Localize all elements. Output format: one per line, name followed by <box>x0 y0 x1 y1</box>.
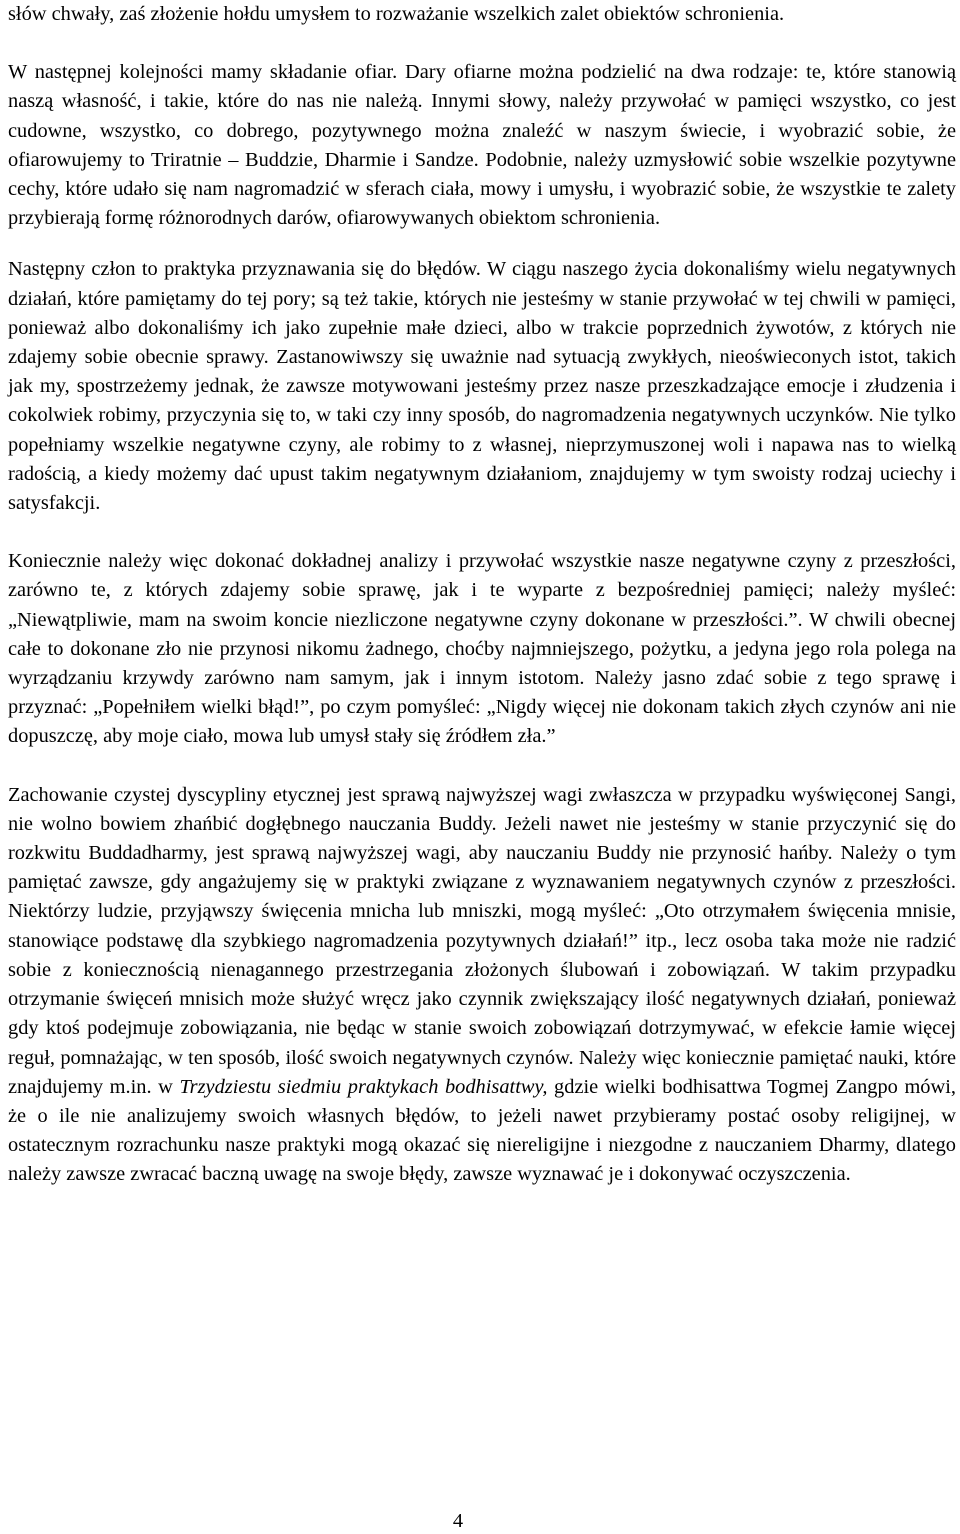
paragraph-discipline <box>8 781 956 1190</box>
paragraph-spacer <box>8 233 956 255</box>
paragraph-spacer <box>8 518 956 547</box>
discipline-text-start: Zachowanie czystej dyscypliny etycznej jest sprawą najwyższej wagi zwłaszcza w przypadku wyświęconej Sangi, nie wolno bowiem zhańbić dogłębnego nauczania Buddy. Jeżeli nawet nie jesteśmy w stanie przyczynić się do rozkwitu Buddadharmy, jest sprawą najwyższej wagi, aby nauczaniu Buddy nie przynosić hańby. Należy o tym pamiętać zawsze, gdy angażujemy się w praktyki związane z wyznawaniem negatywnych czynów z przeszłości. Niektórzy ludzie, przyjąwszy święcenia mnicha lub mniszki, mogą myśleć: „Oto otrzymałem święcenia mnisie, stanowiące podstawę dla szybkiego nagromadzenia pozytywnych działań!” itp., lecz osoba taka może nie radzić sobie z koniecznością nienagannego przestrzegania złożonych ślubowań i zobowiązań. W takim przypadku otrzymanie święceń mnisich może służyć wręcz jako czynnik zwiększający ilość negatywnych działań, ponieważ gdy ktoś podejmuje zobowiązania, nie będąc w stanie swoich zobowiązań dotrzymywać, w efekcie łamie więcej reguł, pomnażając, w ten sposób, ilość swoich negatywnych czynów. Należy więc koniecznie pamiętać nauki, które znajdujemy m.in. w <box>8 783 956 1098</box>
document-page <box>8 0 956 1190</box>
paragraph-confession: Następny człon to praktyka przyznawania się do błędów. W ciągu naszego życia dokonaliśmy wielu negatywnych działań, które pamiętamy do tej pory; są też takie, których nie jesteśmy w stanie przywołać w tej chwili w pamięci, ponieważ albo dokonaliśmy ich jako zupełnie małe dzieci, albo w trakcie poprzednich żywotów, z których nie zdajemy sobie obecnie sprawy. Zastanowiwszy się uważnie nad sytuacją zwykłych, nieoświeconych istot, takich jak my, spostrzeżemy jednak, że zawsze motywowani jesteśmy przez nasze przeszkadzające emocje i złudzenia i cokolwiek robimy, przyczynia się to, w taki czy inny sposób, do nagromadzenia negatywnych uczynków. Nie tylko popełniamy wszelkie negatywne czyny, ale robimy to z własnej, nieprzymuszonej woli i napawa nas to wielką radością, a kiedy możemy dać upust takim negatywnym działaniom, znajdujemy w tym swoisty rodzaj uciechy i satysfakcji. <box>8 258 956 515</box>
book-title-italic: Trzydziestu siedmiu praktykach bodhisattwy, <box>179 1075 548 1098</box>
page-number: 4 <box>452 1510 464 1532</box>
paragraph-intro: słów chwały, zaś złożenie hołdu umysłem to rozważanie wszelkich zalet obiektów schronienia. <box>8 3 785 25</box>
discipline-text-end: gdzie wielki bodhisattwa Togmej Zangpo mówi, że o ile nie analizujemy swoich własnych błędów, to jeżeli nawet przybieramy postać osoby religijnej, w ostatecznym rozrachunku nasze praktyki mogą okazać się niereligijne i niezgodne z nauczaniem Dharmy, dlatego należy zawsze zwracać baczną uwagę na swoje błędy, zawsze wyznawać je i dokonywać oczyszczenia. <box>8 1075 956 1186</box>
paragraph-spacer <box>8 752 956 781</box>
paragraph-offerings: W następnej kolejności mamy składanie ofiar. Dary ofiarne można podzielić na dwa rodzaje: te, które stanowią naszą własność, i takie, które do nas nie należą. Innymi słowy, należy przywołać w pamięci wszystko, co jest cudowne, wszystko, co dobrego, pozytywnego można znaleźć w naszym świecie, i wyobrazić sobie, że ofiarowujemy to Triratnie – Buddzie, Dharmie i Sandze. Podobnie, należy uzmysłowić sobie wszelkie pozytywne cechy, które udało się nam nagromadzić w sferach ciała, mowy i umysłu, i wyobrazić sobie, że wszystkie te zalety przybierają formę różnorodnych darów, ofiarowywanych obiektom schronienia. <box>8 61 956 230</box>
paragraph-spacer <box>8 29 956 58</box>
paragraph-analysis: Koniecznie należy więc dokonać dokładnej analizy i przywołać wszystkie nasze negatywne czyny z przeszłości, zarówno te, z których zdajemy sobie sprawę, jak i te wyparte z bezpośredniej pamięci; należy myśleć: „Niewątpliwie, mam na swoim koncie niezliczone negatywne czyny dokonane w przeszłości.”. W chwili obecnej całe to dokonane zło nie przynosi nikomu żadnego, choćby najmniejszego, pożytku, a jedyna jego rola polega na wyrządzaniu krzywdy zarówno nam samym, jak i innym istotom. Należy jasno zdać sobie z tego sprawę i przyznać: „Popełniłem wielki błąd!”, po czym pomyśleć: „Nigdy więcej nie dokonam takich złych czynów ani nie dopuszczę, aby moje ciało, mowa lub umysł stały się źródłem zła.” <box>8 550 956 748</box>
